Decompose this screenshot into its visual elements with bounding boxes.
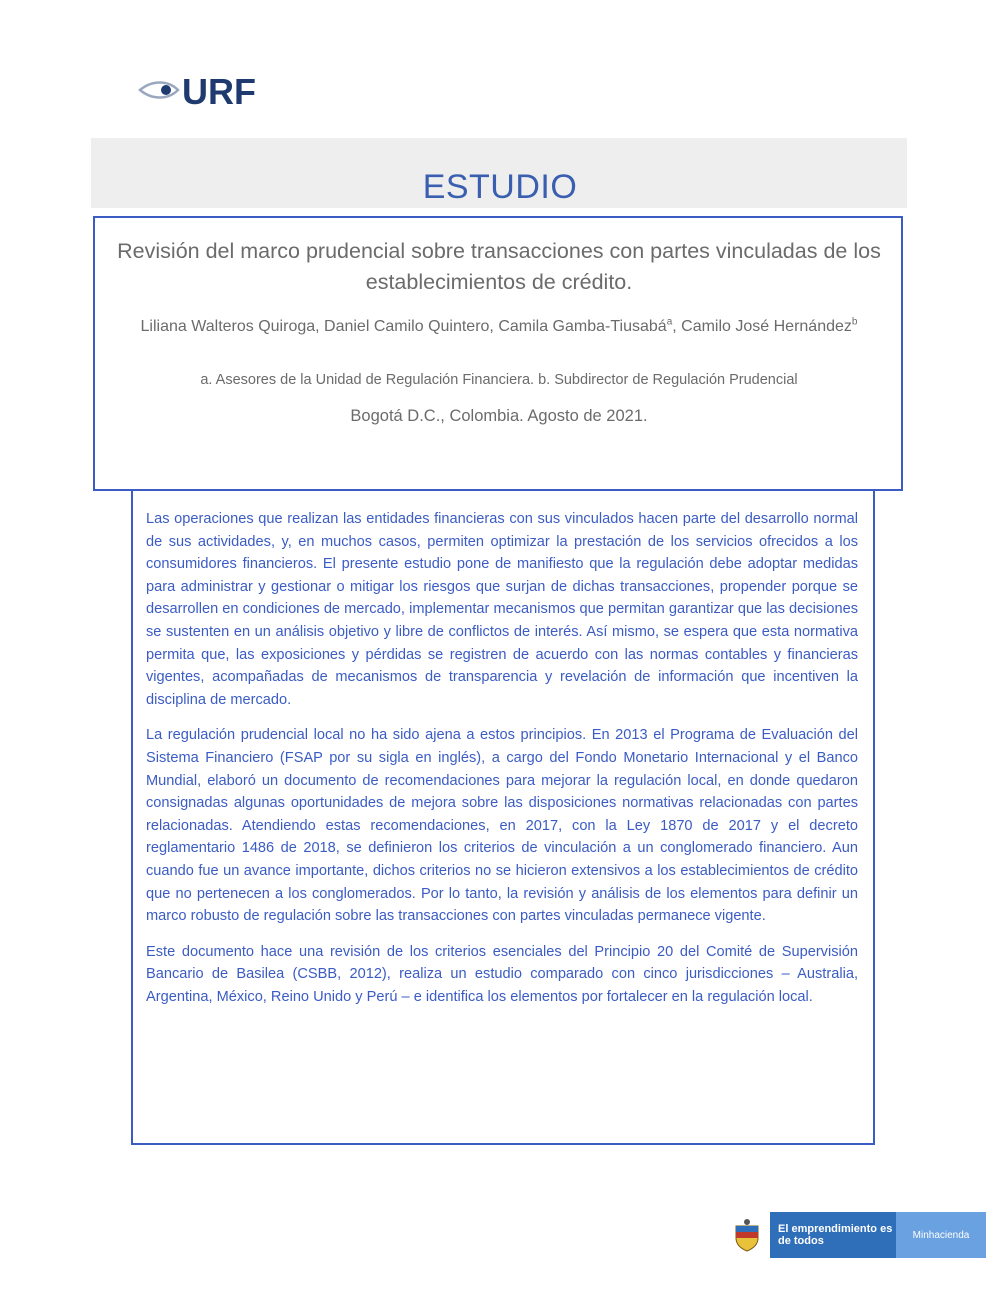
authors-sup-a: a bbox=[666, 316, 673, 328]
authors-main: Liliana Walteros Quiroga, Daniel Camilo Quintero, Camila Gamba-Tiusabá bbox=[140, 318, 667, 335]
logo-text: URF bbox=[182, 71, 256, 112]
abstract-paragraph: La regulación prudencial local no ha sido ajena a estos principios. En 2013 el Programa de Evaluación del Sistema Financiero (FSAP por su sigla en inglés), a cargo del Fondo Monetario Internacional y el Banco Mundial, elaboró un documento de recomendaciones para mejorar la regulación local, en donde quedaron consignadas algunas oportunidades de mejora sobre las disposiciones normativas relacionadas con partes relacionadas. Atendiendo estas recomendaciones, en 2017, con la Ley 1870 de 2017 y el decreto reglamentario 1486 de 2018, se definieron los criterios de vinculación a un conglomerado financiero. Aun cuando fue un avance importante, dichos criterios no se hicieron extensivos a los establecimientos de crédito que no pertenecen a los conglomerados. Por lo tanto, la revisión y análisis de los elementos para definir un marco robusto de regulación sobre las transacciones con partes vinculadas permanece vigente. bbox=[146, 727, 858, 925]
government-badge bbox=[724, 1212, 986, 1258]
banner-title: ESTUDIO bbox=[422, 168, 578, 206]
abstract-paragraph: Las operaciones que realizan las entidades financieras con sus vinculados hacen parte del desarrollo normal de sus actividades, y, en muchos casos, permiten optimizar la prestación de los servicios ofrecidos a los consumidores financieros. El presente estudio pone de manifiesto que la regulación debe adoptar medidas para administrar y gestionar o mitigar los riesgos que surjan de dichas transacciones, propender porque se desarrollen en condiciones de mercado, implementar mecanismos que permitan garantizar que las decisiones se sustenten en un análisis objetivo y libre de conflictos de interés. Así mismo, se espera que esta normativa permita que, las exposiciones y pérdidas se registren de acuerdo con las normas contables y financieras vigentes, acompañadas de mecanismos de transparencia y revelación de información que incentiven la disciplina de mercado. bbox=[146, 511, 858, 708]
authors-sep: , Camilo José Hernández bbox=[672, 318, 852, 335]
affiliations: a. Asesores de la Unidad de Regulación Financiera. b. Subdirector de Regulación Prudencial bbox=[200, 372, 798, 388]
dateline: Bogotá D.C., Colombia. Agosto de 2021. bbox=[350, 407, 648, 425]
authors-line bbox=[120, 316, 878, 338]
badge-slogan: El emprendimiento es de todos bbox=[770, 1212, 896, 1258]
abstract-paragraph: Este documento hace una revisión de los criterios esenciales del Principio 20 del Comité de Supervisión Bancario de Basilea (CSBB, 2012), realiza un estudio comparado con cinco jurisdicciones – Australia, Argentina, México, Reino Unido y Perú – e identifica los elementos por fortalecer en la regulación local. bbox=[146, 943, 858, 1005]
study-title: Revisión del marco prudencial sobre transacciones con partes vinculadas de los establecimientos de crédito. bbox=[117, 239, 881, 294]
authors-sup-b: b bbox=[851, 316, 858, 328]
abstract bbox=[146, 508, 858, 1021]
urf-logo bbox=[138, 68, 258, 112]
coat-of-arms-icon bbox=[724, 1212, 770, 1258]
badge-ministry: Minhacienda bbox=[896, 1212, 986, 1258]
